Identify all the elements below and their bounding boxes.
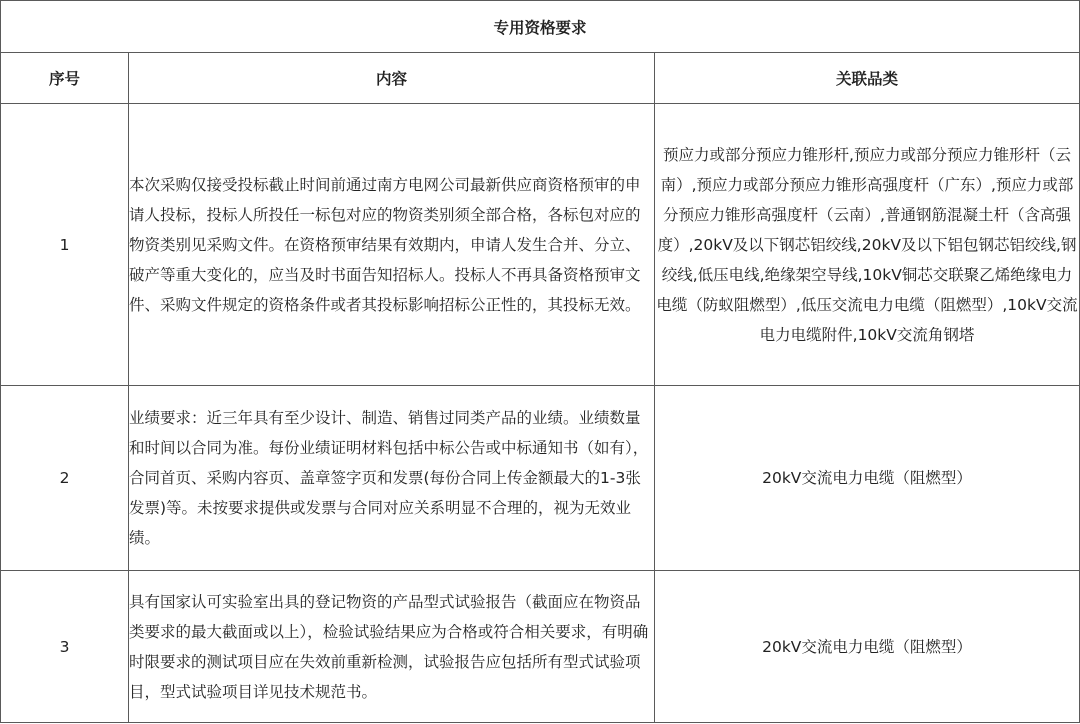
table-row <box>1 104 1080 386</box>
header-seq: 序号 <box>1 53 129 104</box>
row-category: 预应力或部分预应力锥形杆,预应力或部分预应力锥形杆（云南）,预应力或部分预应力锥形高强度杆（广东）,预应力或部分预应力锥形高强度杆（云南）,普通钢筋混凝土杆（含高强度）,20kV及以下钢芯铝绞线,20kV及以下铝包钢芯铝绞线,钢绞线,低压电线,绝缘架空导线,10kV铜芯交联聚乙烯绝缘电力电缆（防蚁阻燃型）,低压交流电力电缆（阻燃型）,10kV交流电力电缆附件,10kV交流角钢塔 <box>655 104 1080 386</box>
table-title: 专用资格要求 <box>1 1 1080 53</box>
table-row <box>1 571 1080 723</box>
row-seq: 1 <box>1 104 129 386</box>
row-seq: 2 <box>1 386 129 571</box>
header-row <box>1 53 1080 104</box>
title-row <box>1 1 1080 53</box>
row-category: 20kV交流电力电缆（阻燃型） <box>655 386 1080 571</box>
row-seq: 3 <box>1 571 129 723</box>
header-category: 关联品类 <box>655 53 1080 104</box>
header-content: 内容 <box>129 53 655 104</box>
row-content: 业绩要求：近三年具有至少设计、制造、销售过同类产品的业绩。业绩数量和时间以合同为准。每份业绩证明材料包括中标公告或中标通知书（如有），合同首页、采购内容页、盖章签字页和发票(每份合同上传金额最大的1-3张发票)等。未按要求提供或发票与合同对应关系明显不合理的，视为无效业绩。 <box>129 386 655 571</box>
row-content: 本次采购仅接受投标截止时间前通过南方电网公司最新供应商资格预审的申请人投标，投标人所投任一标包对应的物资类别须全部合格，各标包对应的物资类别见采购文件。在资格预审结果有效期内，申请人发生合并、分立、破产等重大变化的，应当及时书面告知招标人。投标人不再具备资格预审文件、采购文件规定的资格条件或者其投标影响招标公正性的，其投标无效。 <box>129 104 655 386</box>
row-category: 20kV交流电力电缆（阻燃型） <box>655 571 1080 723</box>
row-content: 具有国家认可实验室出具的登记物资的产品型式试验报告（截面应在物资品类要求的最大截面或以上），检验试验结果应为合格或符合相关要求，有明确时限要求的测试项目应在失效前重新检测，试验报告应包括所有型式试验项目，型式试验项目详见技术规范书。 <box>129 571 655 723</box>
table-row <box>1 386 1080 571</box>
